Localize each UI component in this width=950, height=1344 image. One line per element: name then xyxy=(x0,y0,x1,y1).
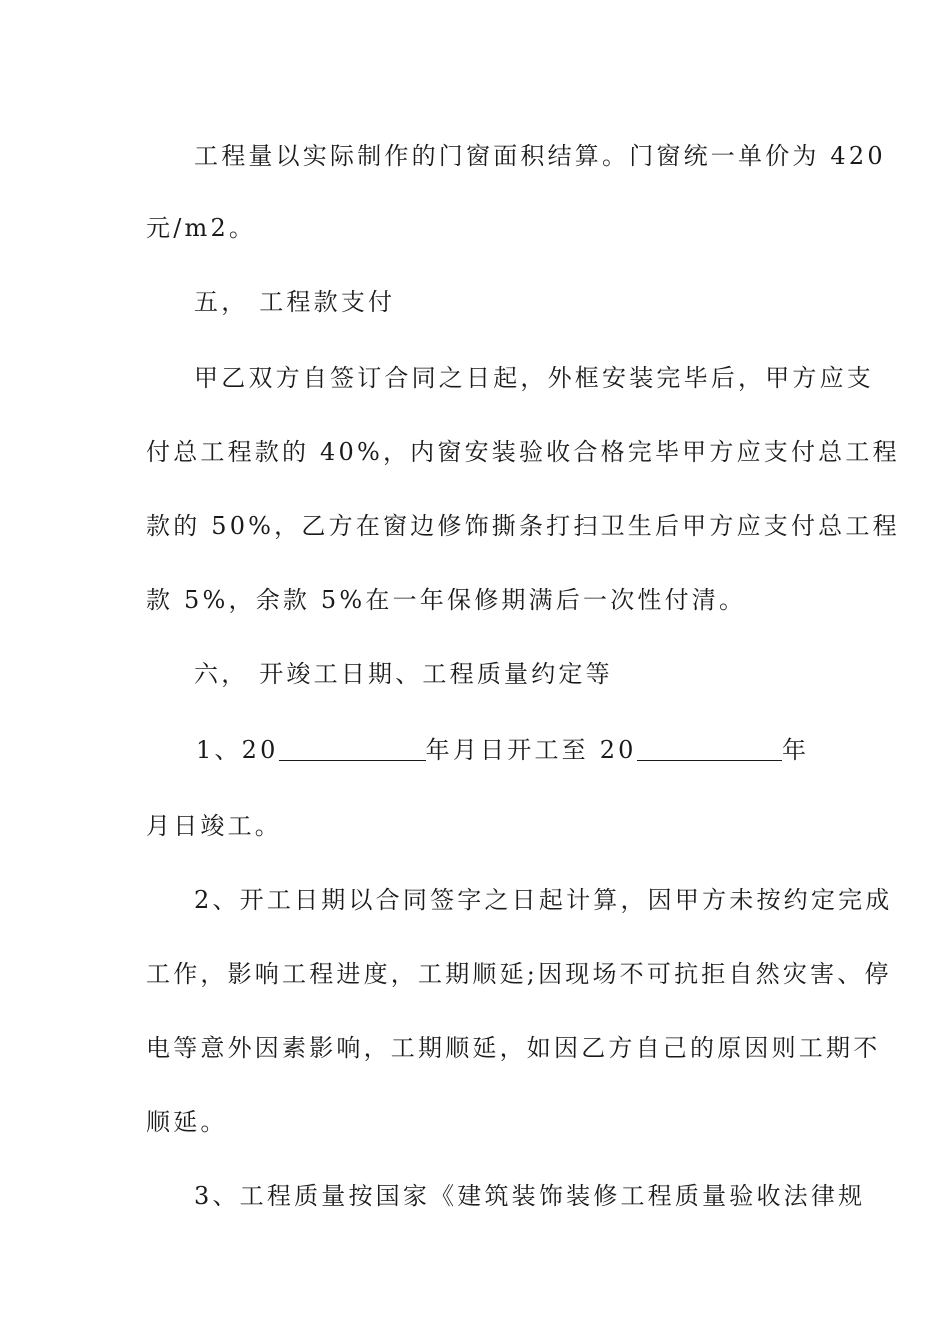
paragraph-line: 电等意外因素影响，工期顺延，如因乙方自己的原因则工期不 xyxy=(146,1034,881,1062)
date-fill-line xyxy=(196,734,806,766)
paragraph-line: 2、开工日期以合同签字之日起计算，因甲方未按约定完成 xyxy=(194,886,893,914)
paragraph-line: 工程量以实际制作的门窗面积结算。门窗统一单价为 420 xyxy=(194,142,886,170)
paragraph-line: 款的 50%，乙方在窗边修饰撕条打扫卫生后甲方应支付总工程 xyxy=(146,512,900,540)
paragraph-line: 元/m2。 xyxy=(146,214,257,242)
section-heading-6: 六， 开竣工日期、工程质量约定等 xyxy=(194,660,613,688)
paragraph-line: 3、工程质量按国家《建筑装饰装修工程质量验收法律规 xyxy=(194,1182,866,1210)
end-date-blank[interactable] xyxy=(637,734,782,761)
date-prefix: 1、20 xyxy=(196,736,279,764)
paragraph-line: 顺延。 xyxy=(146,1108,228,1136)
paragraph-line: 付总工程款的 40%，内窗安装验收合格完毕甲方应支付总工程 xyxy=(146,438,900,466)
paragraph-line: 款 5%，余款 5%在一年保修期满后一次性付清。 xyxy=(146,586,747,614)
section-heading-5: 五， 工程款支付 xyxy=(194,288,396,316)
paragraph-line: 甲乙双方自签订合同之日起，外框安装完毕后，甲方应支 xyxy=(194,364,874,392)
paragraph-line: 工作，影响工程进度，工期顺延;因现场不可抗拒自然灾害、停 xyxy=(146,960,892,988)
date-middle: 年月日开工至 20 xyxy=(425,736,637,764)
date-suffix: 年 xyxy=(782,736,806,764)
start-date-blank[interactable] xyxy=(279,734,426,761)
paragraph-line: 月日竣工。 xyxy=(146,812,282,840)
